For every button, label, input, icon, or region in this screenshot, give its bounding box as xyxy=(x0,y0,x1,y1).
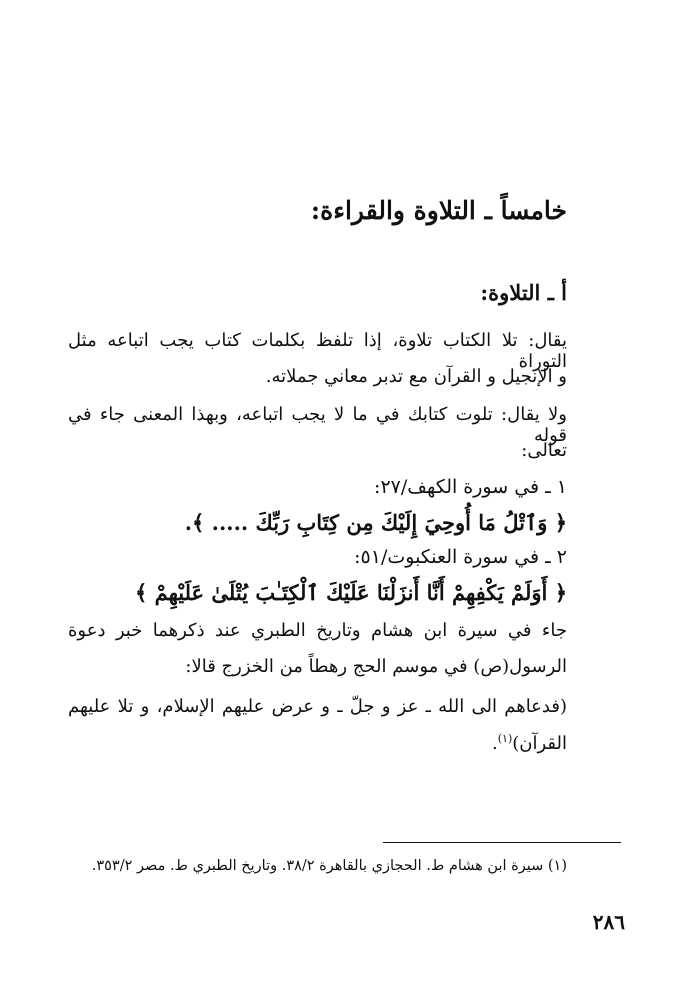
page-number: ٢٨٦ xyxy=(592,910,625,934)
closing-line-4 xyxy=(492,732,567,754)
section-title: خامساً ـ التلاوة والقراءة: xyxy=(310,196,567,225)
paragraph-line-2: و الإنجيل و القرآن مع تدبر معاني جملاته. xyxy=(265,366,567,387)
subsection-title: أ ـ التلاوة: xyxy=(480,280,567,305)
closing-line-1: جاء في سيرة ابن هشام وتاريخ الطبري عند ذكرهما خبر دعوة xyxy=(68,620,567,641)
closing-period: . xyxy=(491,733,498,754)
closing-line-2: الرسول(ص) في موسم الحج رهطاً من الخزرج قالا: xyxy=(185,656,567,677)
item-2-reference: ٢ ـ في سورة العنكبوت/٥١: xyxy=(354,546,567,568)
paragraph-line-1: يقال: تلا الكتاب تلاوة، إذا تلفظ بكلمات كتاب يجب اتباعه مثل التوراة xyxy=(68,330,567,372)
item-2-verse: ﴿ أَوَلَمْ يَكْفِهِمْ أَنَّا أَنزَلْنَا عَلَيْكَ ٱلْكِتَـٰبَ يُتْلَىٰ عَلَيْهِمْ ﴾ xyxy=(135,580,567,605)
closing-line-3: (فدعاهم الى الله ـ عز و جلّ ـ و عرض عليهم الإسلام، و تلا عليهم xyxy=(68,696,567,717)
footnote-divider xyxy=(383,842,621,843)
closing-line-4-text: القرآن) xyxy=(512,733,567,754)
paragraph-line-3: ولا يقال: تلوت كتابك في ما لا يجب اتباعه، وبهذا المعنى جاء في قوله xyxy=(68,404,567,446)
item-1-verse: ﴿ وَٱتْلُ مَا أُوحِيَ إِلَيْكَ مِن كِتَابِ رَبِّكَ ..... ﴾. xyxy=(184,510,567,535)
paragraph-line-4: تعالى: xyxy=(521,440,567,461)
footnote-marker: (١) xyxy=(497,732,513,745)
footnote-text: (١) سيرة ابن هشام ط. الحجازي بالقاهرة ٣٨/٢. وتاريخ الطبري ط. مصر ٣٥٣/٢. xyxy=(91,858,567,874)
item-1-reference: ١ ـ في سورة الكهف/٢٧: xyxy=(374,476,567,498)
